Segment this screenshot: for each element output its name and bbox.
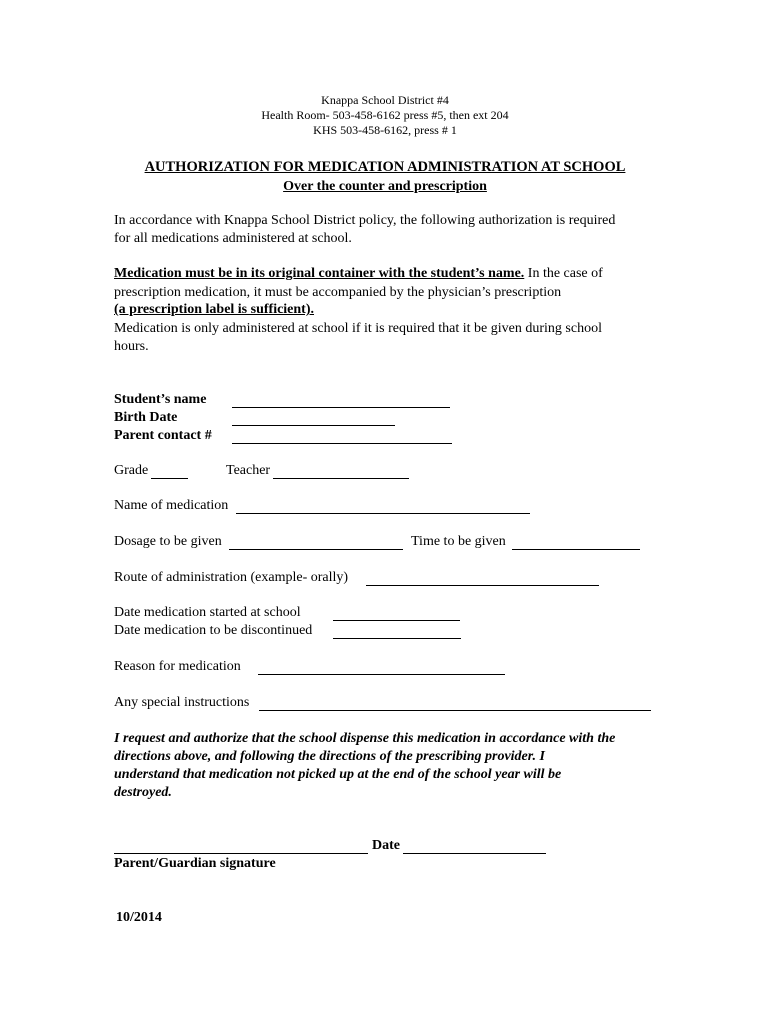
form-title: AUTHORIZATION FOR MEDICATION ADMINISTRATION AT SCHOOL [144, 159, 626, 175]
time-label: Time to be given [411, 534, 506, 549]
signature-date-field[interactable] [403, 853, 546, 854]
grade-label: Grade [114, 463, 149, 478]
prescription-label-note: (a prescription label is sufficient). [114, 302, 315, 317]
container-note-rest: In the case of [524, 266, 603, 281]
authorization-line-4: destroyed. [114, 785, 172, 800]
school-hours-note-line-1: Medication is only administered at school if it is required that it be given during school [114, 321, 602, 336]
district-name: Knappa School District #4 [321, 93, 449, 107]
khs-phone: KHS 503-458-6162, press # 1 [313, 123, 457, 137]
date-started-field[interactable] [333, 620, 460, 621]
form-subtitle: Over the counter and prescription [283, 179, 487, 194]
intro-line-1: In accordance with Knappa School District policy, the following authorization is required [114, 213, 616, 228]
dosage-field[interactable] [229, 549, 403, 550]
time-field[interactable] [512, 549, 640, 550]
student-name-field[interactable] [232, 407, 450, 408]
reason-label: Reason for medication [114, 659, 241, 674]
medication-name-field[interactable] [236, 513, 530, 514]
signature-label: Parent/Guardian signature [114, 856, 276, 871]
signature-field[interactable] [114, 853, 368, 854]
container-requirement: Medication must be in its original container with the student’s name. [114, 266, 525, 281]
school-hours-note-line-2: hours. [114, 339, 149, 354]
date-discontinued-field[interactable] [333, 638, 461, 639]
reason-field[interactable] [258, 674, 505, 675]
container-note-line-2: prescription medication, it must be accompanied by the physician’s prescription [114, 285, 562, 300]
route-label: Route of administration (example- orally) [114, 570, 349, 585]
health-room-phone: Health Room- 503-458-6162 press #5, then ext 204 [261, 108, 509, 122]
authorization-line-2: directions above, and following the directions of the prescribing provider. I [114, 749, 545, 764]
birth-date-field[interactable] [232, 425, 395, 426]
date-discontinued-label: Date medication to be discontinued [114, 623, 313, 638]
date-label: Date [372, 838, 400, 853]
parent-contact-field[interactable] [232, 443, 452, 444]
parent-contact-label: Parent contact # [114, 428, 212, 443]
special-instructions-field[interactable] [259, 710, 651, 711]
authorization-line-1: I request and authorize that the school dispense this medication in accordance with the [114, 731, 616, 746]
dosage-label: Dosage to be given [114, 534, 222, 549]
grade-field[interactable] [151, 478, 188, 479]
form-version: 10/2014 [116, 910, 162, 925]
container-note-line-1 [114, 265, 603, 283]
teacher-label: Teacher [226, 463, 271, 478]
teacher-field[interactable] [273, 478, 409, 479]
student-name-label: Student’s name [114, 392, 207, 407]
date-started-label: Date medication started at school [114, 605, 301, 620]
authorization-line-3: understand that medication not picked up at the end of the school year will be [114, 767, 562, 782]
medication-name-label: Name of medication [114, 498, 229, 513]
special-instructions-label: Any special instructions [114, 695, 250, 710]
district-header [0, 93, 770, 138]
intro-line-2: for all medications administered at school. [114, 231, 352, 246]
birth-date-label: Birth Date [114, 410, 178, 425]
route-field[interactable] [366, 585, 599, 586]
